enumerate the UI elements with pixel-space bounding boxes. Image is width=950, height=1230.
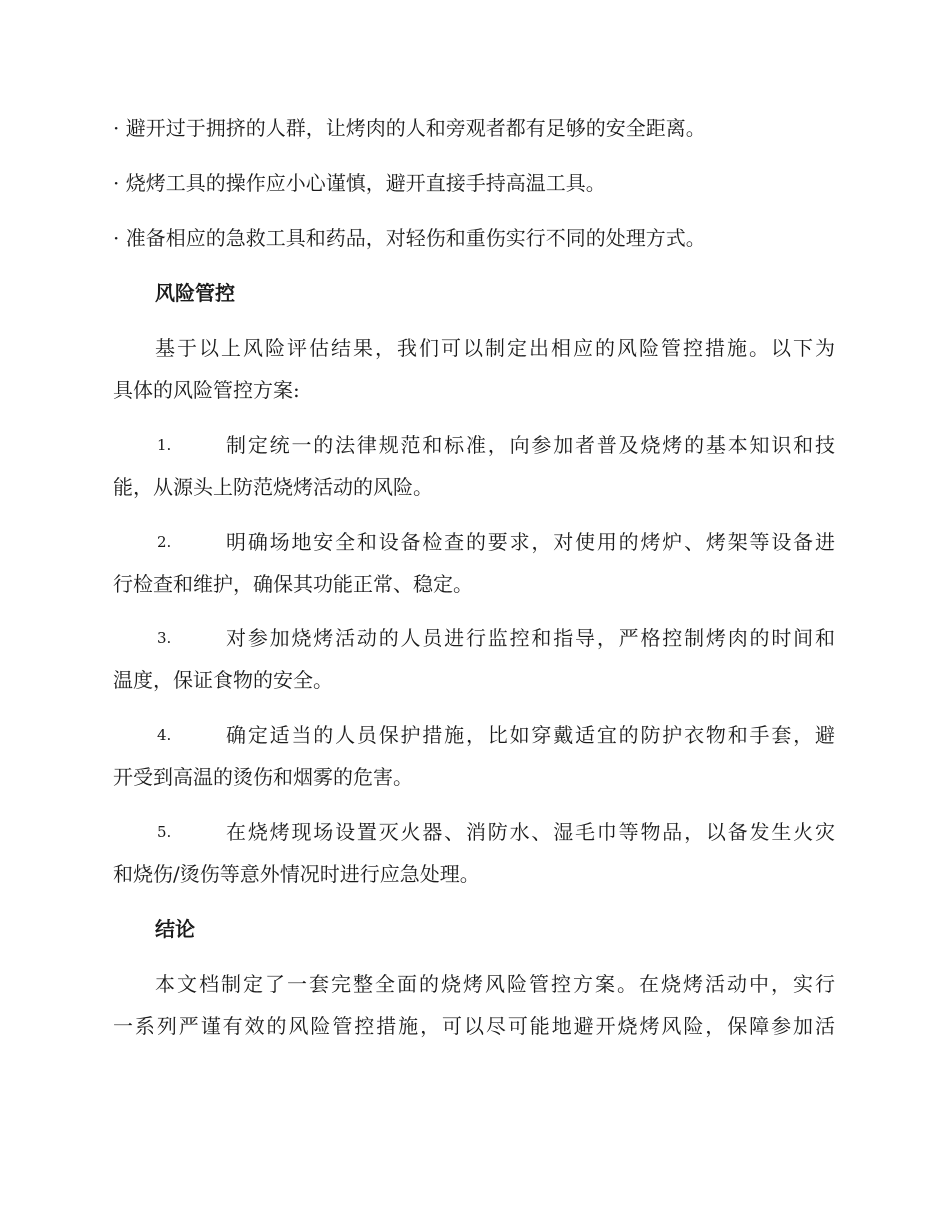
list-number: 4. xyxy=(157,726,172,744)
list-number: 3. xyxy=(157,629,172,647)
list-item-line: 对参加烧烤活动的人员进行监控和指导，严格控制烤肉的时间和 xyxy=(226,626,835,650)
list-item-line: 和烧伤/烫伤等意外情况时进行应急处理。 xyxy=(113,862,480,886)
paragraph-line: 本文档制定了一套完整全面的烧烤风险管控方案。在烧烤活动中，实行 xyxy=(155,972,835,996)
list-item-line: 能，从源头上防范烧烤活动的风险。 xyxy=(113,475,433,499)
section-heading-risk-control: 风险管控 xyxy=(155,281,235,305)
list-item-line: 行检查和维护，确保其功能正常、稳定。 xyxy=(113,572,473,596)
list-item-line: 制定统一的法律规范和标准，向参加者普及烧烤的基本知识和技 xyxy=(226,433,835,457)
list-number: 1. xyxy=(157,436,172,454)
list-item-line: 在烧烤现场设置灭火器、消防水、湿毛巾等物品，以备发生火灾 xyxy=(226,820,835,844)
bullet-item: · 准备相应的急救工具和药品，对轻伤和重伤实行不同的处理方式。 xyxy=(113,226,706,250)
list-number: 5. xyxy=(157,823,172,841)
paragraph-line: 一系列严谨有效的风险管控措施，可以尽可能地避开烧烤风险，保障参加活 xyxy=(113,1014,835,1038)
list-item-line: 明确场地安全和设备检查的要求，对使用的烤炉、烤架等设备进 xyxy=(226,530,835,554)
list-item-line: 确定适当的人员保护措施，比如穿戴适宜的防护衣物和手套，避 xyxy=(226,723,835,747)
bullet-item: · 避开过于拥挤的人群，让烤肉的人和旁观者都有足够的安全距离。 xyxy=(113,116,706,140)
paragraph-line: 具体的风险管控方案: xyxy=(113,378,300,402)
list-item-line: 温度，保证食物的安全。 xyxy=(113,668,333,692)
list-item-line: 开受到高温的烫伤和烟雾的危害。 xyxy=(113,765,413,789)
list-number: 2. xyxy=(157,533,172,551)
bullet-item: · 烧烤工具的操作应小心谨慎，避开直接手持高温工具。 xyxy=(113,171,606,195)
paragraph-line: 基于以上风险评估结果，我们可以制定出相应的风险管控措施。以下为 xyxy=(155,336,835,360)
section-heading-conclusion: 结论 xyxy=(155,917,195,941)
